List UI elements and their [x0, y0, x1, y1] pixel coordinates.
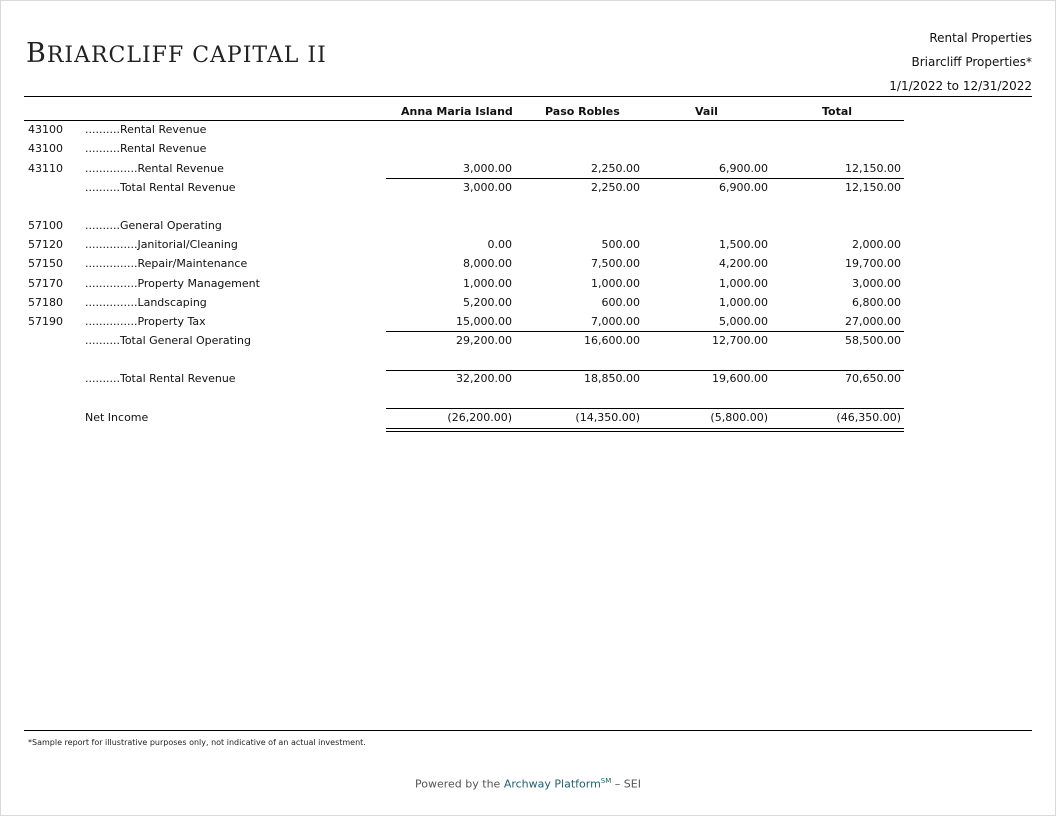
value-paso-robles: 7,500.00: [591, 257, 640, 270]
powered-suffix: – SEI: [614, 777, 641, 791]
value-total: 19,700.00: [845, 257, 901, 270]
column-header-paso-robles: Paso Robles: [545, 105, 620, 118]
value-paso-robles: 2,250.00: [591, 162, 640, 175]
account-label: ...............Property Tax: [85, 315, 206, 328]
value-anna-maria-island: 32,200.00: [456, 372, 512, 385]
value-vail: 1,500.00: [719, 238, 768, 251]
net-income-label: Net Income: [85, 411, 149, 424]
account-number: 57170: [28, 277, 63, 290]
entity-name: Briarcliff Properties*: [911, 55, 1032, 69]
value-paso-robles: 2,250.00: [591, 181, 640, 194]
account-number: 57100: [28, 219, 63, 232]
report-title: Rental Properties: [929, 31, 1032, 45]
value-total: (46,350.00): [836, 411, 901, 424]
value-vail: 6,900.00: [719, 181, 768, 194]
table-row: [0, 315, 1056, 331]
table-row: [0, 162, 1056, 178]
value-vail: 1,000.00: [719, 296, 768, 309]
value-anna-maria-island: 1,000.00: [463, 277, 512, 290]
subtotal-rule: [386, 178, 904, 179]
account-label: ...............Rental Revenue: [85, 162, 224, 175]
total-rule: [386, 370, 904, 371]
table-row: [0, 296, 1056, 312]
table-row: [0, 142, 1056, 158]
archway-platform-link[interactable]: Archway Platform: [503, 777, 601, 791]
account-number: 43100: [28, 123, 63, 136]
table-row: [0, 123, 1056, 139]
double-rule-upper: [386, 428, 904, 429]
value-vail: 5,000.00: [719, 315, 768, 328]
account-number: 57180: [28, 296, 63, 309]
date-range: 1/1/2022 to 12/31/2022: [889, 79, 1032, 93]
value-anna-maria-island: 3,000.00: [463, 162, 512, 175]
table-row: [0, 219, 1056, 235]
value-anna-maria-island: 15,000.00: [456, 315, 512, 328]
total-row: [0, 372, 1056, 388]
account-label: ..........Rental Revenue: [85, 142, 207, 155]
account-label: ..........Total General Operating: [85, 334, 251, 347]
disclaimer-text: *Sample report for illustrative purposes only, not indicative of an actual investment.: [28, 738, 366, 747]
subtotal-rule: [386, 331, 904, 332]
account-label: ..........Total Rental Revenue: [85, 181, 236, 194]
value-total: 3,000.00: [852, 277, 901, 290]
account-number: 57150: [28, 257, 63, 270]
value-vail: (5,800.00): [710, 411, 768, 424]
logo-text: RIARCLIFF CAPITAL II: [46, 43, 327, 68]
account-label: ...............Repair/Maintenance: [85, 257, 248, 270]
service-mark: SM: [600, 777, 612, 785]
column-header-total: Total: [822, 105, 853, 118]
logo-initial: B: [26, 38, 47, 69]
value-paso-robles: 500.00: [601, 238, 640, 251]
value-paso-robles: 600.00: [601, 296, 640, 309]
value-anna-maria-island: 29,200.00: [456, 334, 512, 347]
value-vail: 19,600.00: [712, 372, 768, 385]
account-number: 43110: [28, 162, 63, 175]
value-total: 2,000.00: [852, 238, 901, 251]
value-paso-robles: 7,000.00: [591, 315, 640, 328]
table-row: [0, 277, 1056, 293]
value-paso-robles: (14,350.00): [575, 411, 640, 424]
account-number: 43100: [28, 142, 63, 155]
header-divider: [24, 96, 1032, 97]
value-vail: 12,700.00: [712, 334, 768, 347]
value-vail: 6,900.00: [719, 162, 768, 175]
account-number: 57190: [28, 315, 63, 328]
value-total: 6,800.00: [852, 296, 901, 309]
powered-prefix: Powered by the: [415, 777, 501, 791]
footer-divider: [24, 730, 1032, 731]
value-paso-robles: 1,000.00: [591, 277, 640, 290]
value-total: 12,150.00: [845, 162, 901, 175]
table-row: [0, 238, 1056, 254]
company-logo: [26, 38, 327, 69]
net-income-rule: [386, 408, 904, 409]
column-header-vail: Vail: [695, 105, 718, 118]
value-anna-maria-island: 3,000.00: [463, 181, 512, 194]
value-vail: 1,000.00: [719, 277, 768, 290]
powered-by: [0, 777, 1056, 791]
value-anna-maria-island: 5,200.00: [463, 296, 512, 309]
account-label: ...............Landscaping: [85, 296, 207, 309]
subtotal-row: [0, 334, 1056, 350]
account-label: ..........Total Rental Revenue: [85, 372, 236, 385]
value-total: 12,150.00: [845, 181, 901, 194]
value-total: 58,500.00: [845, 334, 901, 347]
value-total: 70,650.00: [845, 372, 901, 385]
table-row: [0, 257, 1056, 273]
value-anna-maria-island: (26,200.00): [447, 411, 512, 424]
account-label: ..........General Operating: [85, 219, 222, 232]
account-label: ..........Rental Revenue: [85, 123, 207, 136]
double-rule-lower: [386, 431, 904, 432]
account-label: ...............Property Management: [85, 277, 260, 290]
value-vail: 4,200.00: [719, 257, 768, 270]
subtotal-row: [0, 181, 1056, 197]
value-anna-maria-island: 0.00: [487, 238, 512, 251]
account-label: ...............Janitorial/Cleaning: [85, 238, 238, 251]
value-total: 27,000.00: [845, 315, 901, 328]
value-anna-maria-island: 8,000.00: [463, 257, 512, 270]
column-header-anna-maria-island: Anna Maria Island: [401, 105, 513, 118]
account-number: 57120: [28, 238, 63, 251]
net-income-row: [0, 411, 1056, 427]
value-paso-robles: 18,850.00: [584, 372, 640, 385]
column-header-divider: [24, 120, 904, 121]
value-paso-robles: 16,600.00: [584, 334, 640, 347]
